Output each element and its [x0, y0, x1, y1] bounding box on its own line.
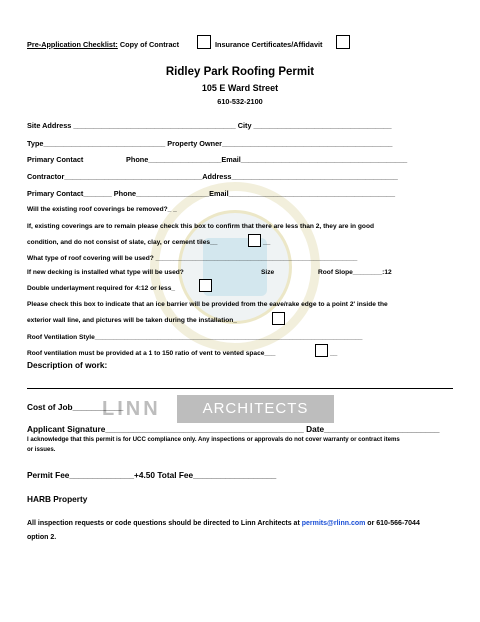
- ventilation-tail: __: [330, 350, 338, 357]
- site-address-field[interactable]: Site Address ________________________________________ City __________________________________: [27, 121, 392, 130]
- acknowledgement-text-2: or issues.: [27, 446, 56, 453]
- decking-question: If new decking is installed what type will be used?: [27, 269, 184, 276]
- preapp-line: [27, 41, 179, 48]
- linn-logo-text: LINN: [102, 398, 161, 420]
- roof-slope-field[interactable]: Roof Slope________:12: [318, 269, 392, 276]
- acknowledgement-text: I acknowledge that this permit is for UCC compliance only. Any inspections or approvals do not cover warranty or contract items: [27, 436, 400, 443]
- permit-fee-field[interactable]: Permit Fee______________+4.50 Total Fee__________________: [27, 470, 277, 480]
- description-line[interactable]: [27, 388, 453, 389]
- primary-contact-phone-email-field[interactable]: Phone__________________Email_________________________________________: [126, 155, 408, 164]
- footer-option: option 2.: [27, 534, 57, 541]
- ice-barrier-text-1: Please check this box to indicate that an ice barrier will be provided from the eave/rake edge to a point 2' inside the: [27, 301, 388, 308]
- footer-pre: All inspection requests or code questions should be directed to Linn Architects at: [27, 520, 300, 527]
- footer-mid: or 610-566-7044: [365, 520, 420, 527]
- architects-logo-block: ARCHITECTS: [177, 395, 334, 423]
- ventilation-style-field[interactable]: Roof Ventilation Style_________________________________________________________________________: [27, 334, 363, 341]
- remain-coverings-text-2: condition, and do not consist of slate, clay, or cement tiles__: [27, 239, 218, 246]
- underlayment-question: Double underlayment required for 4:12 or less_: [27, 285, 176, 292]
- type-owner-field[interactable]: Type______________________________ Property Owner__________________________________________: [27, 139, 393, 148]
- applicant-signature-field[interactable]: Applicant Signature___________________________________________ Date_________________________: [27, 424, 440, 434]
- permits-email-link[interactable]: permits@rlinn.com: [301, 520, 366, 527]
- remove-coverings-question[interactable]: Will the existing roof coverings be removed?_ _: [27, 206, 177, 213]
- ventilation-ratio-text: Roof ventilation must be provided at a 1 to 150 ratio of vent to vented space___: [27, 350, 276, 357]
- remain-coverings-tail: __: [263, 239, 271, 246]
- remain-coverings-checkbox[interactable]: [248, 234, 261, 247]
- cost-of-job-field[interactable]: Cost of Job___________: [27, 402, 124, 412]
- preapp-copy: Copy of Contract: [117, 40, 180, 49]
- size-label: Size: [261, 269, 275, 276]
- office-address: 105 E Ward Street: [201, 83, 279, 93]
- office-phone: 610-532-2100: [217, 97, 263, 106]
- remain-coverings-text-1: If, existing coverings are to remain please check this box to confirm that there are less than 2, they are in good: [27, 223, 375, 230]
- insurance-label: Insurance Certificates/Affidavit: [215, 40, 323, 49]
- ice-barrier-text-2: exterior wall line, and pictures will be taken during the installation_: [27, 317, 237, 324]
- footer-contact-line: [27, 520, 420, 527]
- primary-contact-label: Primary Contact: [27, 155, 84, 164]
- underlayment-checkbox[interactable]: [199, 279, 212, 292]
- contractor-field[interactable]: Contractor__________________________________Address_________________________________________: [27, 172, 398, 181]
- ventilation-checkbox[interactable]: [315, 344, 328, 357]
- copy-of-contract-checkbox[interactable]: [197, 35, 211, 49]
- roof-covering-type-field[interactable]: What type of roof covering will be used? _______________________________________________________: [27, 255, 358, 262]
- page-title: Ridley Park Roofing Permit: [165, 66, 315, 78]
- ice-barrier-checkbox[interactable]: [272, 312, 285, 325]
- insurance-checkbox[interactable]: [336, 35, 350, 49]
- description-label: Description of work:: [27, 360, 108, 370]
- second-contact-field[interactable]: Primary Contact_______ Phone__________________Email_________________________________________: [27, 189, 395, 198]
- preapp-label: Pre-Application Checklist:: [27, 40, 118, 49]
- harb-property-label: HARB Property: [27, 494, 88, 504]
